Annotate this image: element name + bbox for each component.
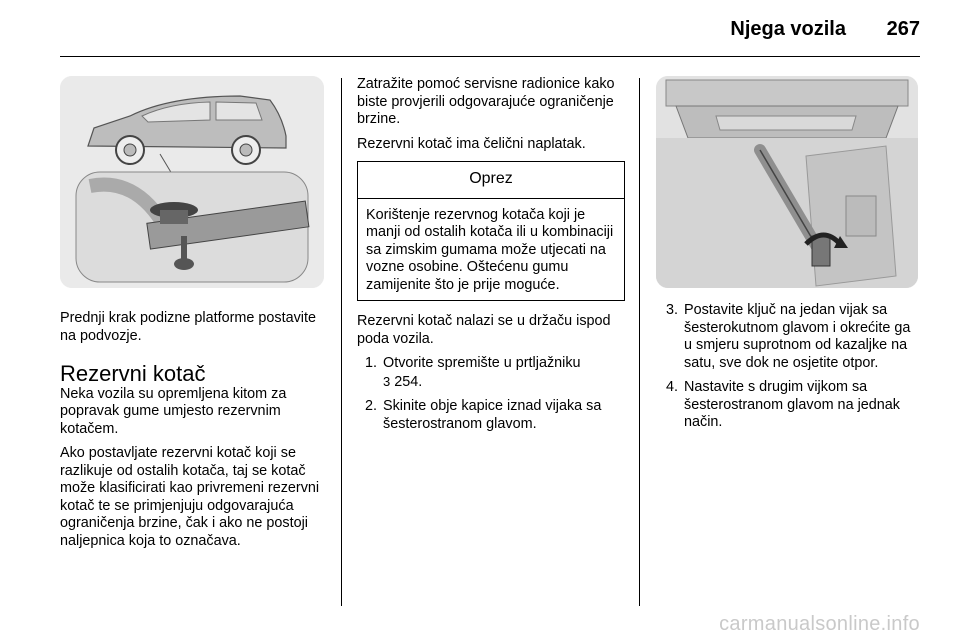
- page-reference[interactable]: 254.: [394, 373, 423, 390]
- list-item: [357, 398, 625, 433]
- lift-arm-illustration: [60, 76, 324, 288]
- list-item: [656, 379, 920, 432]
- wrench-illustration: [656, 76, 918, 288]
- paragraph-steel-rim: Rezervni kotač ima čelični naplatak.: [357, 135, 586, 152]
- column-1: [60, 72, 328, 557]
- page-number: 267: [886, 18, 920, 40]
- caption-lift-arm: Prednji krak podizne platforme postavite na podvozje.: [60, 310, 316, 344]
- paragraph-service-help: Zatražite pomoć servisne radionice kako biste provjerili odgovarajuće ograničenje brzine.: [357, 76, 615, 127]
- caution-title: Oprez: [358, 162, 624, 199]
- site-watermark: carmanualsonline.info: [719, 613, 920, 635]
- column-2: [357, 76, 625, 440]
- steps-list-1: [357, 355, 625, 433]
- step-text: Postavite ključ na jedan vijak sa šesterokutnom glavom i okrećite ga u smjeru suprotnom od kazaljke na satu, sve dok ne osjetite otpor.: [684, 302, 911, 371]
- list-item: [656, 302, 920, 372]
- section-heading: Rezervni kotač: [60, 361, 206, 386]
- column-divider-2: [639, 78, 640, 606]
- step-text: Skinite obje kapice iznad vijaka sa šesterostranom glavom.: [383, 398, 602, 432]
- page-reference-icon: 3: [383, 373, 391, 389]
- paragraph-temporary-spare: Ako postavljate rezervni kotač koji se razlikuje od ostalih kotača, taj se kotač može klasificirati kao privremeni rezervni kotač te se primjenjuju odgovarajuća ograničenja brzine, čak i ako ne postoji naljepnica koja to označava.: [60, 445, 320, 549]
- column-divider-1: [341, 78, 342, 606]
- steps-list-2: [656, 302, 920, 432]
- step-number: 3.: [666, 302, 679, 318]
- paragraph-spare-location: Rezervni kotač nalazi se u držaču ispod poda vozila.: [357, 313, 611, 347]
- step-number: 2.: [365, 398, 378, 414]
- caution-box: [357, 161, 625, 301]
- column-3: [656, 72, 920, 439]
- list-item: [357, 355, 625, 391]
- header-rule: [60, 56, 920, 57]
- step-number: 4.: [666, 379, 679, 395]
- caution-body: Korištenje rezervnog kotača koji je manji od ostalih kotača ili u kombinaciji sa zimskim gumama može utjecati na vozne osobine. Oštećenu gumu zamijenite što je prije moguće.: [366, 206, 614, 293]
- step-text: Nastavite s drugim vijkom sa šesterostranom glavom na jednak način.: [684, 379, 900, 430]
- paragraph-repair-kit: Neka vozila su opremljena kitom za popravak gume umjesto rezervnim kotačem.: [60, 385, 287, 437]
- step-text: Otvorite spremište u prtljažniku: [383, 355, 581, 371]
- header-title: Njega vozila: [730, 18, 846, 40]
- step-number: 1.: [365, 355, 378, 371]
